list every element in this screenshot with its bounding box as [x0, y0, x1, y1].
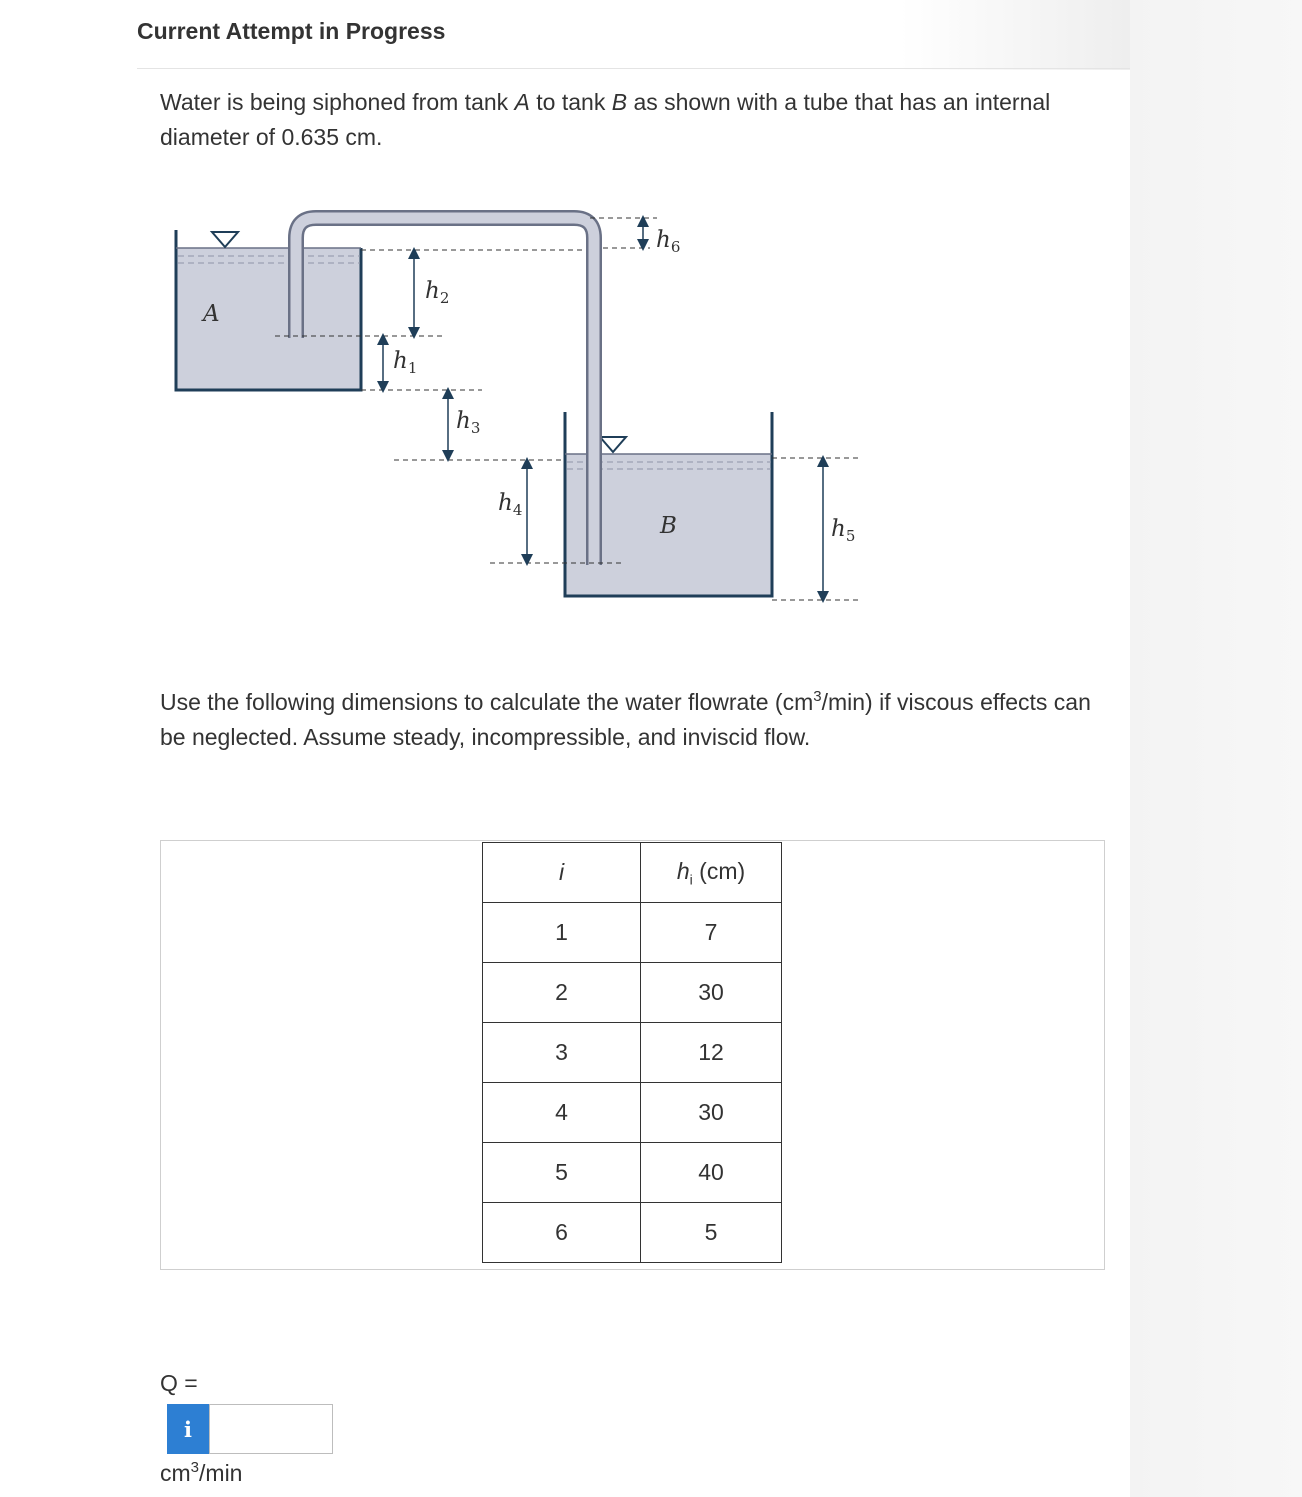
tank-a-label: A [203, 301, 220, 327]
cell-h: 12 [641, 1023, 782, 1083]
info-icon[interactable]: i [167, 1404, 209, 1454]
page-shade-top [900, 0, 1130, 70]
cell-i: 5 [483, 1143, 641, 1203]
cell-h: 7 [641, 903, 782, 963]
cell-h: 40 [641, 1143, 782, 1203]
column-header-h: $h_i$ (cm) [641, 843, 782, 903]
table-header-row [483, 843, 782, 903]
cell-i: 1 [483, 903, 641, 963]
tank-b-label: B [660, 513, 677, 539]
page-shade-right [1130, 0, 1302, 1497]
table-row [483, 1203, 782, 1263]
table-row [483, 1143, 782, 1203]
h1-label: $h_1$ [393, 348, 418, 377]
answer-label: Q = [160, 1370, 198, 1396]
siphon-diagram [160, 190, 880, 610]
answer-units: $cm^3/\min$ [160, 1459, 243, 1486]
header-divider [137, 68, 1130, 69]
flowrate-answer-input[interactable] [209, 1404, 333, 1454]
cell-h: 30 [641, 963, 782, 1023]
water-surface-b-icon [600, 437, 626, 452]
dimensions-table [482, 842, 782, 1263]
problem-instructions: Use the following dimensions to calculate the water flowrate $(cm^3/\min)$ if viscous effects can be neglected. Assume steady, incompressible, and inviscid flow. [160, 688, 1091, 750]
page-title: Current Attempt in Progress [137, 18, 446, 44]
table-row [483, 1083, 782, 1143]
h6-label: $h_6$ [656, 227, 681, 256]
problem-statement: Water is being siphoned from tank A to tank B as shown with a tube that has an internal diameter of 0.635 cm. [160, 89, 1051, 150]
cell-i: 6 [483, 1203, 641, 1263]
h4-label: $h_4$ [498, 490, 523, 519]
h3-label: $h_3$ [456, 408, 481, 437]
table-row [483, 1023, 782, 1083]
column-header-i: i [483, 843, 641, 903]
table-row [483, 963, 782, 1023]
cell-i: 3 [483, 1023, 641, 1083]
cell-i: 2 [483, 963, 641, 1023]
water-surface-a-icon [212, 232, 238, 247]
table-row [483, 903, 782, 963]
cell-h: 5 [641, 1203, 782, 1263]
h2-label: $h_2$ [425, 278, 450, 307]
cell-h: 30 [641, 1083, 782, 1143]
cell-i: 4 [483, 1083, 641, 1143]
h5-label: $h_5$ [831, 516, 856, 545]
